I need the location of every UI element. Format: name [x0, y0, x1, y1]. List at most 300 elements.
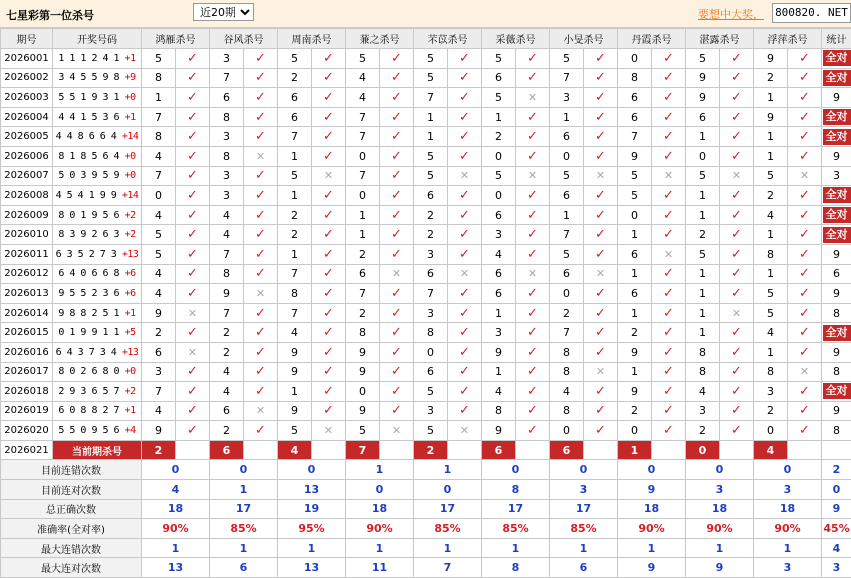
check-icon: ✓ [187, 325, 198, 340]
result-mark [176, 88, 210, 108]
draw-digits: 8 0 2 6 8 0 [58, 366, 124, 377]
result-mark [720, 323, 754, 343]
cross-icon: ✕ [460, 169, 469, 182]
check-icon: ✓ [527, 364, 538, 379]
stat-row [1, 538, 851, 558]
kill-value: 1 [278, 146, 312, 166]
kill-value: 3 [210, 186, 244, 206]
result-mark [244, 166, 278, 186]
result-mark [720, 166, 754, 186]
kill-value: 5 [414, 382, 448, 402]
column-header: 鸿雁杀号 [142, 29, 210, 49]
result-mark [788, 421, 822, 441]
result-mark [584, 303, 618, 323]
result-mark [244, 225, 278, 245]
kill-value: 0 [414, 342, 448, 362]
result-mark [584, 264, 618, 284]
kill-value: 1 [142, 88, 176, 108]
check-icon: ✓ [187, 364, 198, 379]
draw-digits: 4 4 1 5 3 6 [58, 112, 124, 123]
check-icon: ✓ [663, 227, 674, 242]
cross-icon: ✕ [324, 424, 333, 437]
table-row [1, 303, 851, 323]
check-icon: ✓ [255, 306, 266, 321]
stat-value: 45% [822, 519, 851, 539]
issue-number: 2026013 [1, 284, 53, 304]
kill-value: 4 [346, 88, 380, 108]
all-correct-badge: 全对 [823, 50, 851, 66]
check-icon: ✓ [255, 129, 266, 144]
kill-value: 6 [278, 107, 312, 127]
kill-value: 3 [414, 401, 448, 421]
table-row [1, 166, 851, 186]
kill-value: 7 [550, 225, 584, 245]
result-mark [516, 186, 550, 206]
issue-number: 2026012 [1, 264, 53, 284]
check-icon: ✓ [595, 306, 606, 321]
empty-cell [652, 440, 686, 460]
result-mark [516, 127, 550, 147]
result-mark [176, 146, 210, 166]
kill-value: 4 [142, 264, 176, 284]
kill-value: 5 [482, 88, 516, 108]
result-mark [584, 166, 618, 186]
result-mark [176, 68, 210, 88]
check-icon: ✓ [527, 70, 538, 85]
result-mark [312, 342, 346, 362]
kill-value: 6 [414, 362, 448, 382]
check-icon: ✓ [187, 70, 198, 85]
stat-label: 总正确次数 [1, 499, 142, 519]
check-icon: ✓ [663, 110, 674, 125]
draw-digits: 5 5 0 9 5 6 [58, 425, 124, 436]
result-mark [312, 186, 346, 206]
stat-value: 90% [142, 519, 210, 539]
stat-value: 3 [822, 558, 851, 578]
draw-sum: +2 [125, 210, 136, 221]
kill-value: 4 [482, 382, 516, 402]
site-badge[interactable]: 800820. NET [772, 3, 851, 23]
check-icon: ✓ [323, 266, 334, 281]
check-icon: ✓ [595, 423, 606, 438]
draw-digits: 4 4 8 6 6 4 [56, 131, 122, 142]
result-mark [176, 186, 210, 206]
result-mark [176, 127, 210, 147]
kill-value: 0 [346, 382, 380, 402]
kill-value: 6 [482, 264, 516, 284]
stat-value: 90% [618, 519, 686, 539]
kill-value: 3 [414, 303, 448, 323]
kill-value: 7 [278, 303, 312, 323]
kill-value: 0 [482, 146, 516, 166]
result-mark [312, 88, 346, 108]
check-icon: ✓ [391, 149, 402, 164]
kill-value: 3 [142, 362, 176, 382]
kill-value: 9 [754, 49, 788, 69]
check-icon: ✓ [799, 227, 810, 242]
check-icon: ✓ [391, 364, 402, 379]
result-mark [176, 382, 210, 402]
stat-value: 0 [754, 460, 822, 480]
check-icon: ✓ [595, 149, 606, 164]
all-correct-badge: 全对 [823, 207, 851, 223]
result-mark [788, 244, 822, 264]
kill-value: 8 [210, 264, 244, 284]
stat-value: 4 [822, 538, 851, 558]
result-mark [516, 303, 550, 323]
cross-icon: ✕ [528, 91, 537, 104]
draw-sum: +1 [125, 308, 136, 319]
kill-value: 6 [210, 88, 244, 108]
check-icon: ✓ [731, 90, 742, 105]
result-mark [584, 205, 618, 225]
cross-icon: ✕ [460, 267, 469, 280]
check-icon: ✓ [799, 345, 810, 360]
stat-value: 4 [142, 480, 210, 500]
kill-value: 4 [210, 225, 244, 245]
stat-value: 18 [686, 499, 754, 519]
check-icon: ✓ [323, 149, 334, 164]
row-stat: 9 [822, 146, 851, 166]
kill-value: 1 [550, 205, 584, 225]
kill-value: 7 [550, 68, 584, 88]
stat-value: 17 [482, 499, 550, 519]
result-mark [448, 421, 482, 441]
result-mark [584, 49, 618, 69]
result-mark [584, 68, 618, 88]
draw-number [53, 264, 142, 284]
result-mark [244, 107, 278, 127]
result-mark [584, 127, 618, 147]
issue-number: 2026010 [1, 225, 53, 245]
check-icon: ✓ [799, 51, 810, 66]
check-icon: ✓ [527, 286, 538, 301]
result-mark [652, 264, 686, 284]
stat-value: 11 [346, 558, 414, 578]
draw-sum: +1 [125, 53, 136, 64]
check-icon: ✓ [459, 70, 470, 85]
empty-cell [822, 440, 851, 460]
draw-sum: +6 [125, 288, 136, 299]
draw-number [53, 166, 142, 186]
check-icon: ✓ [799, 325, 810, 340]
check-icon: ✓ [731, 286, 742, 301]
result-mark [448, 68, 482, 88]
draw-digits: 8 3 9 2 6 3 [58, 229, 124, 240]
kill-value: 5 [346, 49, 380, 69]
kill-value: 8 [142, 68, 176, 88]
kill-value: 9 [686, 88, 720, 108]
cross-icon: ✕ [800, 169, 809, 182]
draw-number [53, 225, 142, 245]
kill-value: 2 [754, 401, 788, 421]
cross-icon: ✕ [664, 169, 673, 182]
result-mark [176, 166, 210, 186]
kill-value: 4 [346, 68, 380, 88]
result-mark [312, 401, 346, 421]
kill-value: 5 [482, 166, 516, 186]
result-mark [720, 401, 754, 421]
check-icon: ✓ [799, 188, 810, 203]
result-mark [380, 146, 414, 166]
result-mark [788, 107, 822, 127]
issue-number: 2026007 [1, 166, 53, 186]
check-icon: ✓ [527, 227, 538, 242]
current-kill-value: 6 [482, 440, 516, 460]
check-icon: ✓ [663, 188, 674, 203]
result-mark [244, 49, 278, 69]
row-stat: 3 [822, 166, 851, 186]
kill-value: 6 [618, 107, 652, 127]
table-row [1, 284, 851, 304]
stat-value: 8 [482, 480, 550, 500]
check-icon: ✓ [391, 306, 402, 321]
check-icon: ✓ [595, 227, 606, 242]
check-icon: ✓ [187, 188, 198, 203]
issue-number: 2026004 [1, 107, 53, 127]
kill-value: 8 [142, 127, 176, 147]
kill-value: 2 [346, 303, 380, 323]
check-icon: ✓ [663, 149, 674, 164]
draw-sum: +6 [125, 268, 136, 279]
issue-number: 2026005 [1, 127, 53, 147]
stat-value: 85% [210, 519, 278, 539]
result-mark [516, 362, 550, 382]
check-icon: ✓ [187, 247, 198, 262]
kill-value: 6 [550, 186, 584, 206]
check-icon: ✓ [459, 110, 470, 125]
cross-icon: ✕ [800, 365, 809, 378]
check-icon: ✓ [391, 90, 402, 105]
empty-cell [720, 440, 754, 460]
kill-value: 1 [618, 303, 652, 323]
stat-row [1, 499, 851, 519]
table-row [1, 382, 851, 402]
kill-value: 5 [550, 244, 584, 264]
check-icon: ✓ [595, 90, 606, 105]
result-mark [244, 303, 278, 323]
kill-value: 3 [482, 225, 516, 245]
column-header: 采薇杀号 [482, 29, 550, 49]
check-icon: ✓ [731, 325, 742, 340]
check-icon: ✓ [391, 129, 402, 144]
empty-cell [244, 440, 278, 460]
check-icon: ✓ [459, 306, 470, 321]
kill-value: 4 [754, 205, 788, 225]
row-stat [822, 49, 851, 69]
kill-value: 1 [686, 264, 720, 284]
kill-value: 5 [618, 166, 652, 186]
kill-value: 4 [142, 401, 176, 421]
kill-value: 1 [754, 225, 788, 245]
result-mark [176, 107, 210, 127]
check-icon: ✓ [323, 208, 334, 223]
current-kill-value: 4 [754, 440, 788, 460]
result-mark [448, 323, 482, 343]
result-mark [312, 382, 346, 402]
kill-value: 1 [482, 362, 516, 382]
result-mark [312, 421, 346, 441]
kill-value: 3 [414, 244, 448, 264]
empty-cell [448, 440, 482, 460]
result-mark [652, 205, 686, 225]
result-mark [448, 382, 482, 402]
check-icon: ✓ [391, 188, 402, 203]
check-icon: ✓ [799, 306, 810, 321]
stat-value: 3 [754, 558, 822, 578]
kill-value: 4 [754, 323, 788, 343]
check-icon: ✓ [663, 423, 674, 438]
cross-icon: ✕ [596, 169, 605, 182]
check-icon: ✓ [323, 129, 334, 144]
kill-value: 2 [142, 323, 176, 343]
kill-value: 4 [278, 323, 312, 343]
check-icon: ✓ [799, 423, 810, 438]
kill-value: 1 [686, 127, 720, 147]
kill-value: 3 [210, 49, 244, 69]
check-icon: ✓ [663, 325, 674, 340]
kill-value: 0 [142, 186, 176, 206]
check-icon: ✓ [323, 188, 334, 203]
result-mark [312, 49, 346, 69]
row-stat: 8 [822, 362, 851, 382]
kill-value: 5 [278, 421, 312, 441]
stat-label: 目前连错次数 [1, 460, 142, 480]
check-icon: ✓ [663, 403, 674, 418]
result-mark [584, 323, 618, 343]
kill-value: 7 [278, 264, 312, 284]
issue-number: 2026008 [1, 186, 53, 206]
table-row [1, 107, 851, 127]
table-header [1, 29, 851, 49]
check-icon: ✓ [799, 110, 810, 125]
kill-value: 5 [414, 68, 448, 88]
check-icon: ✓ [255, 227, 266, 242]
kill-value: 5 [550, 166, 584, 186]
check-icon: ✓ [187, 168, 198, 183]
kill-value: 4 [142, 284, 176, 304]
stat-value: 1 [618, 538, 686, 558]
kill-value: 8 [550, 342, 584, 362]
check-icon: ✓ [731, 227, 742, 242]
stat-value: 19 [278, 499, 346, 519]
row-stat [822, 107, 851, 127]
stat-value: 0 [482, 460, 550, 480]
result-mark [720, 303, 754, 323]
stat-value: 13 [278, 480, 346, 500]
draw-number [53, 244, 142, 264]
kill-value: 5 [754, 303, 788, 323]
kill-value: 7 [618, 127, 652, 147]
result-mark [244, 323, 278, 343]
column-header: 蒹之杀号 [346, 29, 414, 49]
row-stat: 9 [822, 284, 851, 304]
slogan-link[interactable]: 要想中大奖， [698, 6, 764, 22]
kill-value: 1 [278, 382, 312, 402]
check-icon: ✓ [255, 364, 266, 379]
check-icon: ✓ [323, 90, 334, 105]
check-icon: ✓ [187, 403, 198, 418]
result-mark [652, 284, 686, 304]
kill-value: 1 [686, 303, 720, 323]
result-mark [584, 382, 618, 402]
kill-value: 6 [414, 186, 448, 206]
result-mark [380, 88, 414, 108]
result-mark [720, 382, 754, 402]
kill-value: 2 [210, 421, 244, 441]
result-mark [584, 225, 618, 245]
draw-sum: +2 [125, 386, 136, 397]
issue-number: 2026020 [1, 421, 53, 441]
check-icon: ✓ [391, 168, 402, 183]
result-mark [652, 342, 686, 362]
kill-value: 6 [618, 284, 652, 304]
draw-number [53, 303, 142, 323]
result-mark [176, 401, 210, 421]
check-icon: ✓ [187, 208, 198, 223]
period-select[interactable] [193, 3, 254, 21]
result-mark [448, 205, 482, 225]
check-icon: ✓ [459, 384, 470, 399]
result-mark [720, 244, 754, 264]
kill-value: 5 [414, 166, 448, 186]
empty-cell [176, 440, 210, 460]
result-mark [720, 107, 754, 127]
cross-icon: ✕ [664, 248, 673, 261]
kill-value: 5 [754, 166, 788, 186]
check-icon: ✓ [799, 129, 810, 144]
kill-value: 4 [482, 244, 516, 264]
stat-value: 17 [210, 499, 278, 519]
check-icon: ✓ [459, 403, 470, 418]
kill-value: 3 [550, 88, 584, 108]
stat-value: 3 [754, 480, 822, 500]
all-correct-badge: 全对 [823, 227, 851, 243]
check-icon: ✓ [799, 247, 810, 262]
check-icon: ✓ [187, 129, 198, 144]
check-icon: ✓ [595, 70, 606, 85]
check-icon: ✓ [459, 90, 470, 105]
check-icon: ✓ [391, 325, 402, 340]
result-mark [448, 342, 482, 362]
kill-value: 7 [210, 303, 244, 323]
result-mark [652, 88, 686, 108]
column-header: 周南杀号 [278, 29, 346, 49]
row-stat [822, 225, 851, 245]
kill-value: 8 [618, 68, 652, 88]
result-mark [652, 225, 686, 245]
check-icon: ✓ [255, 384, 266, 399]
kill-value: 5 [414, 49, 448, 69]
kill-value: 0 [550, 421, 584, 441]
check-icon: ✓ [799, 90, 810, 105]
result-mark [176, 303, 210, 323]
check-icon: ✓ [323, 70, 334, 85]
kill-value: 1 [482, 303, 516, 323]
stat-value: 0 [346, 480, 414, 500]
row-stat: 6 [822, 264, 851, 284]
result-mark [176, 362, 210, 382]
table-row [1, 342, 851, 362]
kill-value: 8 [210, 107, 244, 127]
check-icon: ✓ [459, 325, 470, 340]
kill-value: 0 [346, 146, 380, 166]
kill-value: 6 [414, 264, 448, 284]
draw-number [53, 49, 142, 69]
check-icon: ✓ [527, 325, 538, 340]
column-header: 小旻杀号 [550, 29, 618, 49]
result-mark [720, 68, 754, 88]
